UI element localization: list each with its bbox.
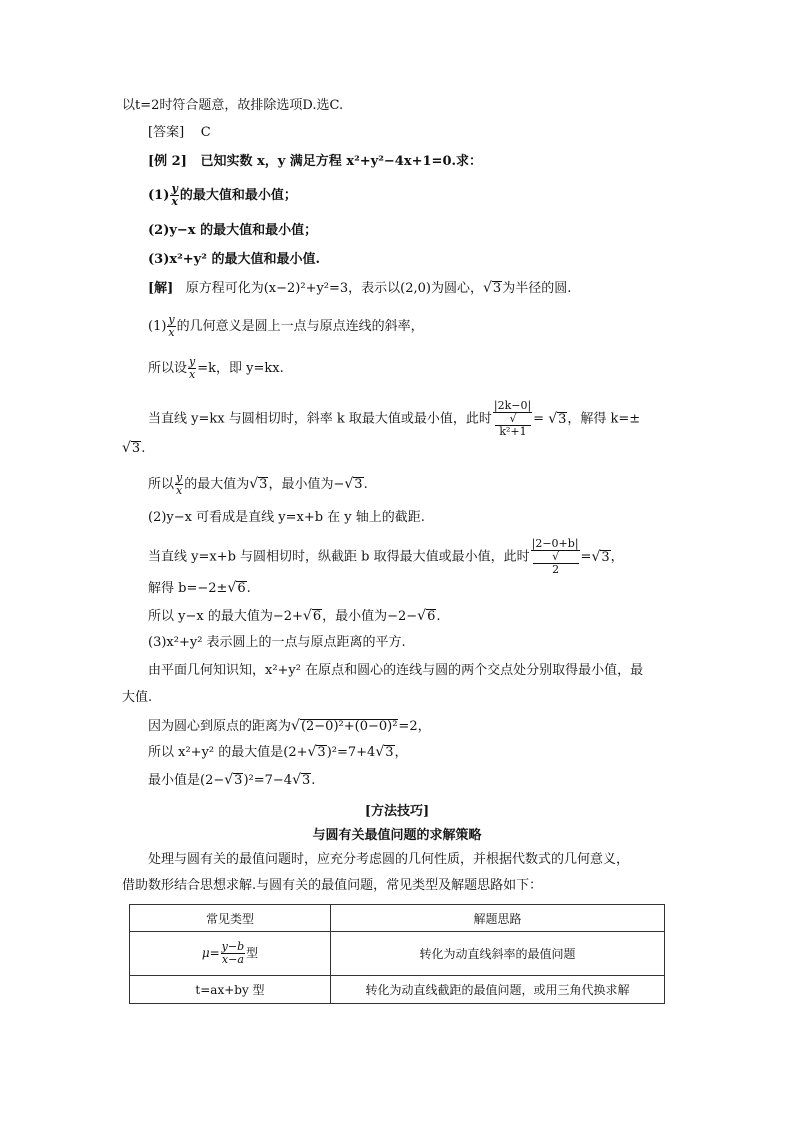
step-tail: ，解得 k=± bbox=[567, 411, 641, 427]
table-cell: 转化为动直线截距的最值问题，或用三角代换求解 bbox=[331, 976, 665, 1004]
numerator: |2k−0| bbox=[493, 399, 532, 412]
answer-value: C bbox=[200, 125, 211, 140]
solution-step-10 bbox=[148, 661, 643, 681]
period: . bbox=[436, 609, 441, 624]
step-text: 解得 b=−2± bbox=[148, 581, 228, 596]
step-prefix: 所以设 bbox=[148, 361, 188, 376]
strategy-table bbox=[129, 904, 665, 1004]
radicand: 3 bbox=[385, 745, 394, 760]
radicand: 3 bbox=[354, 477, 363, 492]
fraction bbox=[170, 183, 179, 208]
radicand: (2−0)²+(0−0)² bbox=[300, 719, 398, 734]
question-1 bbox=[148, 183, 297, 208]
solution-step-14: 最小值是(2−√3)²=7−4√3. bbox=[148, 772, 316, 788]
numerator: |2−0+b| bbox=[531, 537, 579, 550]
table-cell: t=ax+by 型 bbox=[130, 976, 331, 1004]
step-text: 大值. bbox=[122, 690, 153, 705]
step-text: 所以 x²+y² 的最大值是(2+ bbox=[148, 745, 308, 760]
answer-line bbox=[148, 123, 211, 143]
q1-prefix: (1) bbox=[148, 188, 170, 203]
radicand: 6 bbox=[427, 609, 436, 624]
radicand: 3 bbox=[131, 441, 141, 456]
radicand: 6 bbox=[237, 581, 246, 596]
table-header-row bbox=[130, 905, 665, 932]
radicand: 3 bbox=[234, 773, 243, 788]
step-text: (3)x²+y² 表示圆上的一点与原点距离的平方. bbox=[148, 635, 406, 650]
method-paragraph-line-1 bbox=[148, 850, 629, 870]
example-text: 已知实数 x，y 满足方程 x²+y²−4x+1=0.求： bbox=[200, 154, 483, 169]
table-row bbox=[130, 976, 665, 1004]
period: . bbox=[246, 581, 251, 596]
step-text: )²=7+4 bbox=[326, 745, 376, 760]
denominator: x−a bbox=[221, 953, 244, 966]
solution-step-5 bbox=[148, 508, 425, 528]
step-text: 所以 y−x 的最大值为−2+ bbox=[148, 609, 303, 624]
solution-step-9 bbox=[148, 633, 406, 653]
solution-step-4: 所以 $\frac{y}{x}$ 的最大值为√3，最小值为−√3. bbox=[148, 471, 368, 497]
fraction bbox=[221, 941, 245, 966]
step-text: 的几何意义是圆上一点与原点连线的斜率， bbox=[176, 319, 424, 334]
comma: ， bbox=[394, 745, 408, 760]
radicand: 6 bbox=[312, 609, 322, 624]
denominator: x bbox=[171, 195, 178, 208]
solution-step-13: 所以 x²+y² 的最大值是(2+√3)²=7+4√3， bbox=[148, 744, 408, 760]
step-text: 因为圆心到原点的距离为 bbox=[148, 719, 292, 734]
numerator: y bbox=[168, 313, 175, 326]
question-2 bbox=[148, 221, 317, 241]
step-text: 由平面几何知识知，x²+y² 在原点和圆心的连线与圆的两个交点处分别取得最小值，最 bbox=[148, 663, 644, 678]
numerator: y bbox=[171, 182, 178, 195]
fraction bbox=[175, 472, 183, 497]
table-header-cell: 常见类型 bbox=[130, 905, 331, 932]
step-text: ，最小值为−2− bbox=[322, 609, 418, 624]
radicand: 3 bbox=[558, 411, 567, 427]
paragraph-text: 借助数形结合思想求解.与圆有关的最值问题，常见类型及解题思路如下： bbox=[122, 878, 543, 893]
paragraph-text: 处理与圆有关的最值问题时，应充分考虑圆的几何性质，并根据代数式的几何意义， bbox=[148, 852, 630, 867]
step-text: 的最大值为 bbox=[184, 477, 250, 492]
solution-step-7: 解得 b=−2±√6. bbox=[148, 580, 251, 596]
method-subtitle: 与圆有关最值问题的求解策略 bbox=[312, 828, 482, 843]
solution-label: [解] bbox=[148, 281, 174, 296]
q1-suffix: 的最大值和最小值； bbox=[179, 188, 297, 203]
cell-suffix: 型 bbox=[246, 946, 259, 960]
solution-step-12: 因为圆心到原点的距离为√(2−0)²+(0−0)²=2， bbox=[148, 718, 431, 734]
fraction bbox=[188, 356, 196, 381]
cell-prefix: μ= bbox=[201, 946, 220, 960]
table-row bbox=[130, 932, 665, 976]
fraction: |2−0+b| √ 2 bbox=[531, 537, 579, 576]
solution-step-10-cont bbox=[122, 688, 152, 708]
example-heading bbox=[148, 152, 482, 172]
solution-text: 原方程可化为(x−2)²+y²=3，表示以(2,0)为圆心， bbox=[185, 281, 483, 296]
denominator: x bbox=[176, 484, 183, 497]
period: . bbox=[363, 477, 368, 492]
step-text: )²=7−4 bbox=[243, 773, 293, 788]
solution-tail: 为半径的圆. bbox=[502, 281, 572, 296]
q2-text: (2)y−x 的最大值和最小值； bbox=[148, 223, 318, 238]
table-cell: 转化为动直线斜率的最值问题 bbox=[331, 932, 665, 976]
step-text: 当直线 y=x+b 与圆相切时，纵截距 b 取得最大值或最小值，此时 bbox=[148, 549, 530, 565]
line-text: 以t=2时符合题意，故排除选项D.选C. bbox=[122, 98, 344, 113]
denominator: k²+1 bbox=[495, 425, 531, 438]
step-text: 最小值是(2− bbox=[148, 773, 225, 788]
denominator: 2 bbox=[533, 563, 579, 576]
radicand: 3 bbox=[317, 745, 326, 760]
radicand: 3 bbox=[259, 477, 268, 492]
denominator: x bbox=[168, 326, 175, 339]
table-header-cell: 解题思路 bbox=[331, 905, 665, 932]
fraction bbox=[167, 314, 175, 339]
fraction: |2k−0| √ k²+1 bbox=[493, 399, 532, 438]
step-tail: =2， bbox=[398, 719, 431, 734]
question-3 bbox=[148, 250, 320, 270]
radicand: 3 bbox=[302, 773, 311, 788]
numerator: y−b bbox=[221, 940, 245, 953]
answer-label: [答案] bbox=[148, 125, 185, 140]
numerator: y bbox=[189, 355, 196, 368]
solution-step-2 bbox=[148, 356, 284, 381]
equals: = bbox=[533, 411, 545, 427]
step-text: (2)y−x 可看成是直线 y=x+b 在 y 轴上的截距. bbox=[148, 510, 425, 525]
method-title: [方法技巧] bbox=[364, 804, 430, 819]
text-line bbox=[122, 96, 343, 116]
numerator: y bbox=[176, 471, 183, 484]
step-text: ，最小值为− bbox=[268, 477, 345, 492]
solution-step-3: 当直线 y=kx 与圆相切时，斜率 k 取最大值或最小值，此时 |2k−0| √ k²+1 = √3，解得 k=± bbox=[148, 399, 641, 438]
period: . bbox=[311, 773, 316, 788]
solution-step-3-cont: √3. bbox=[122, 440, 146, 456]
step-text: =k，即 y=kx. bbox=[197, 361, 284, 376]
example-label: [例 2] bbox=[148, 154, 187, 169]
comma: ， bbox=[610, 549, 624, 565]
denominator: x bbox=[189, 368, 196, 381]
method-paragraph-line-2 bbox=[122, 876, 542, 896]
q3-text: (3)x²+y² 的最大值和最小值. bbox=[148, 252, 320, 267]
table-cell bbox=[130, 932, 331, 976]
solution-intro: [解] 原方程可化为(x−2)²+y²=3，表示以(2,0)为圆心，√3为半径的圆. bbox=[148, 280, 572, 296]
period: . bbox=[141, 441, 146, 456]
solution-step-1 bbox=[148, 314, 424, 339]
solution-step-8: 所以 y−x 的最大值为−2+√6，最小值为−2−√6. bbox=[148, 608, 441, 624]
step-text: 当直线 y=kx 与圆相切时，斜率 k 取最大值或最小值，此时 bbox=[148, 411, 492, 427]
step-prefix: 所以 bbox=[148, 477, 175, 492]
radicand: 3 bbox=[492, 281, 502, 296]
equals: = bbox=[580, 549, 592, 565]
solution-step-6: 当直线 y=x+b 与圆相切时，纵截距 b 取得最大值或最小值，此时 |2−0+b| √ 2 =√3， bbox=[148, 537, 624, 576]
radicand: 3 bbox=[601, 549, 610, 565]
step-prefix: (1) bbox=[148, 319, 167, 334]
